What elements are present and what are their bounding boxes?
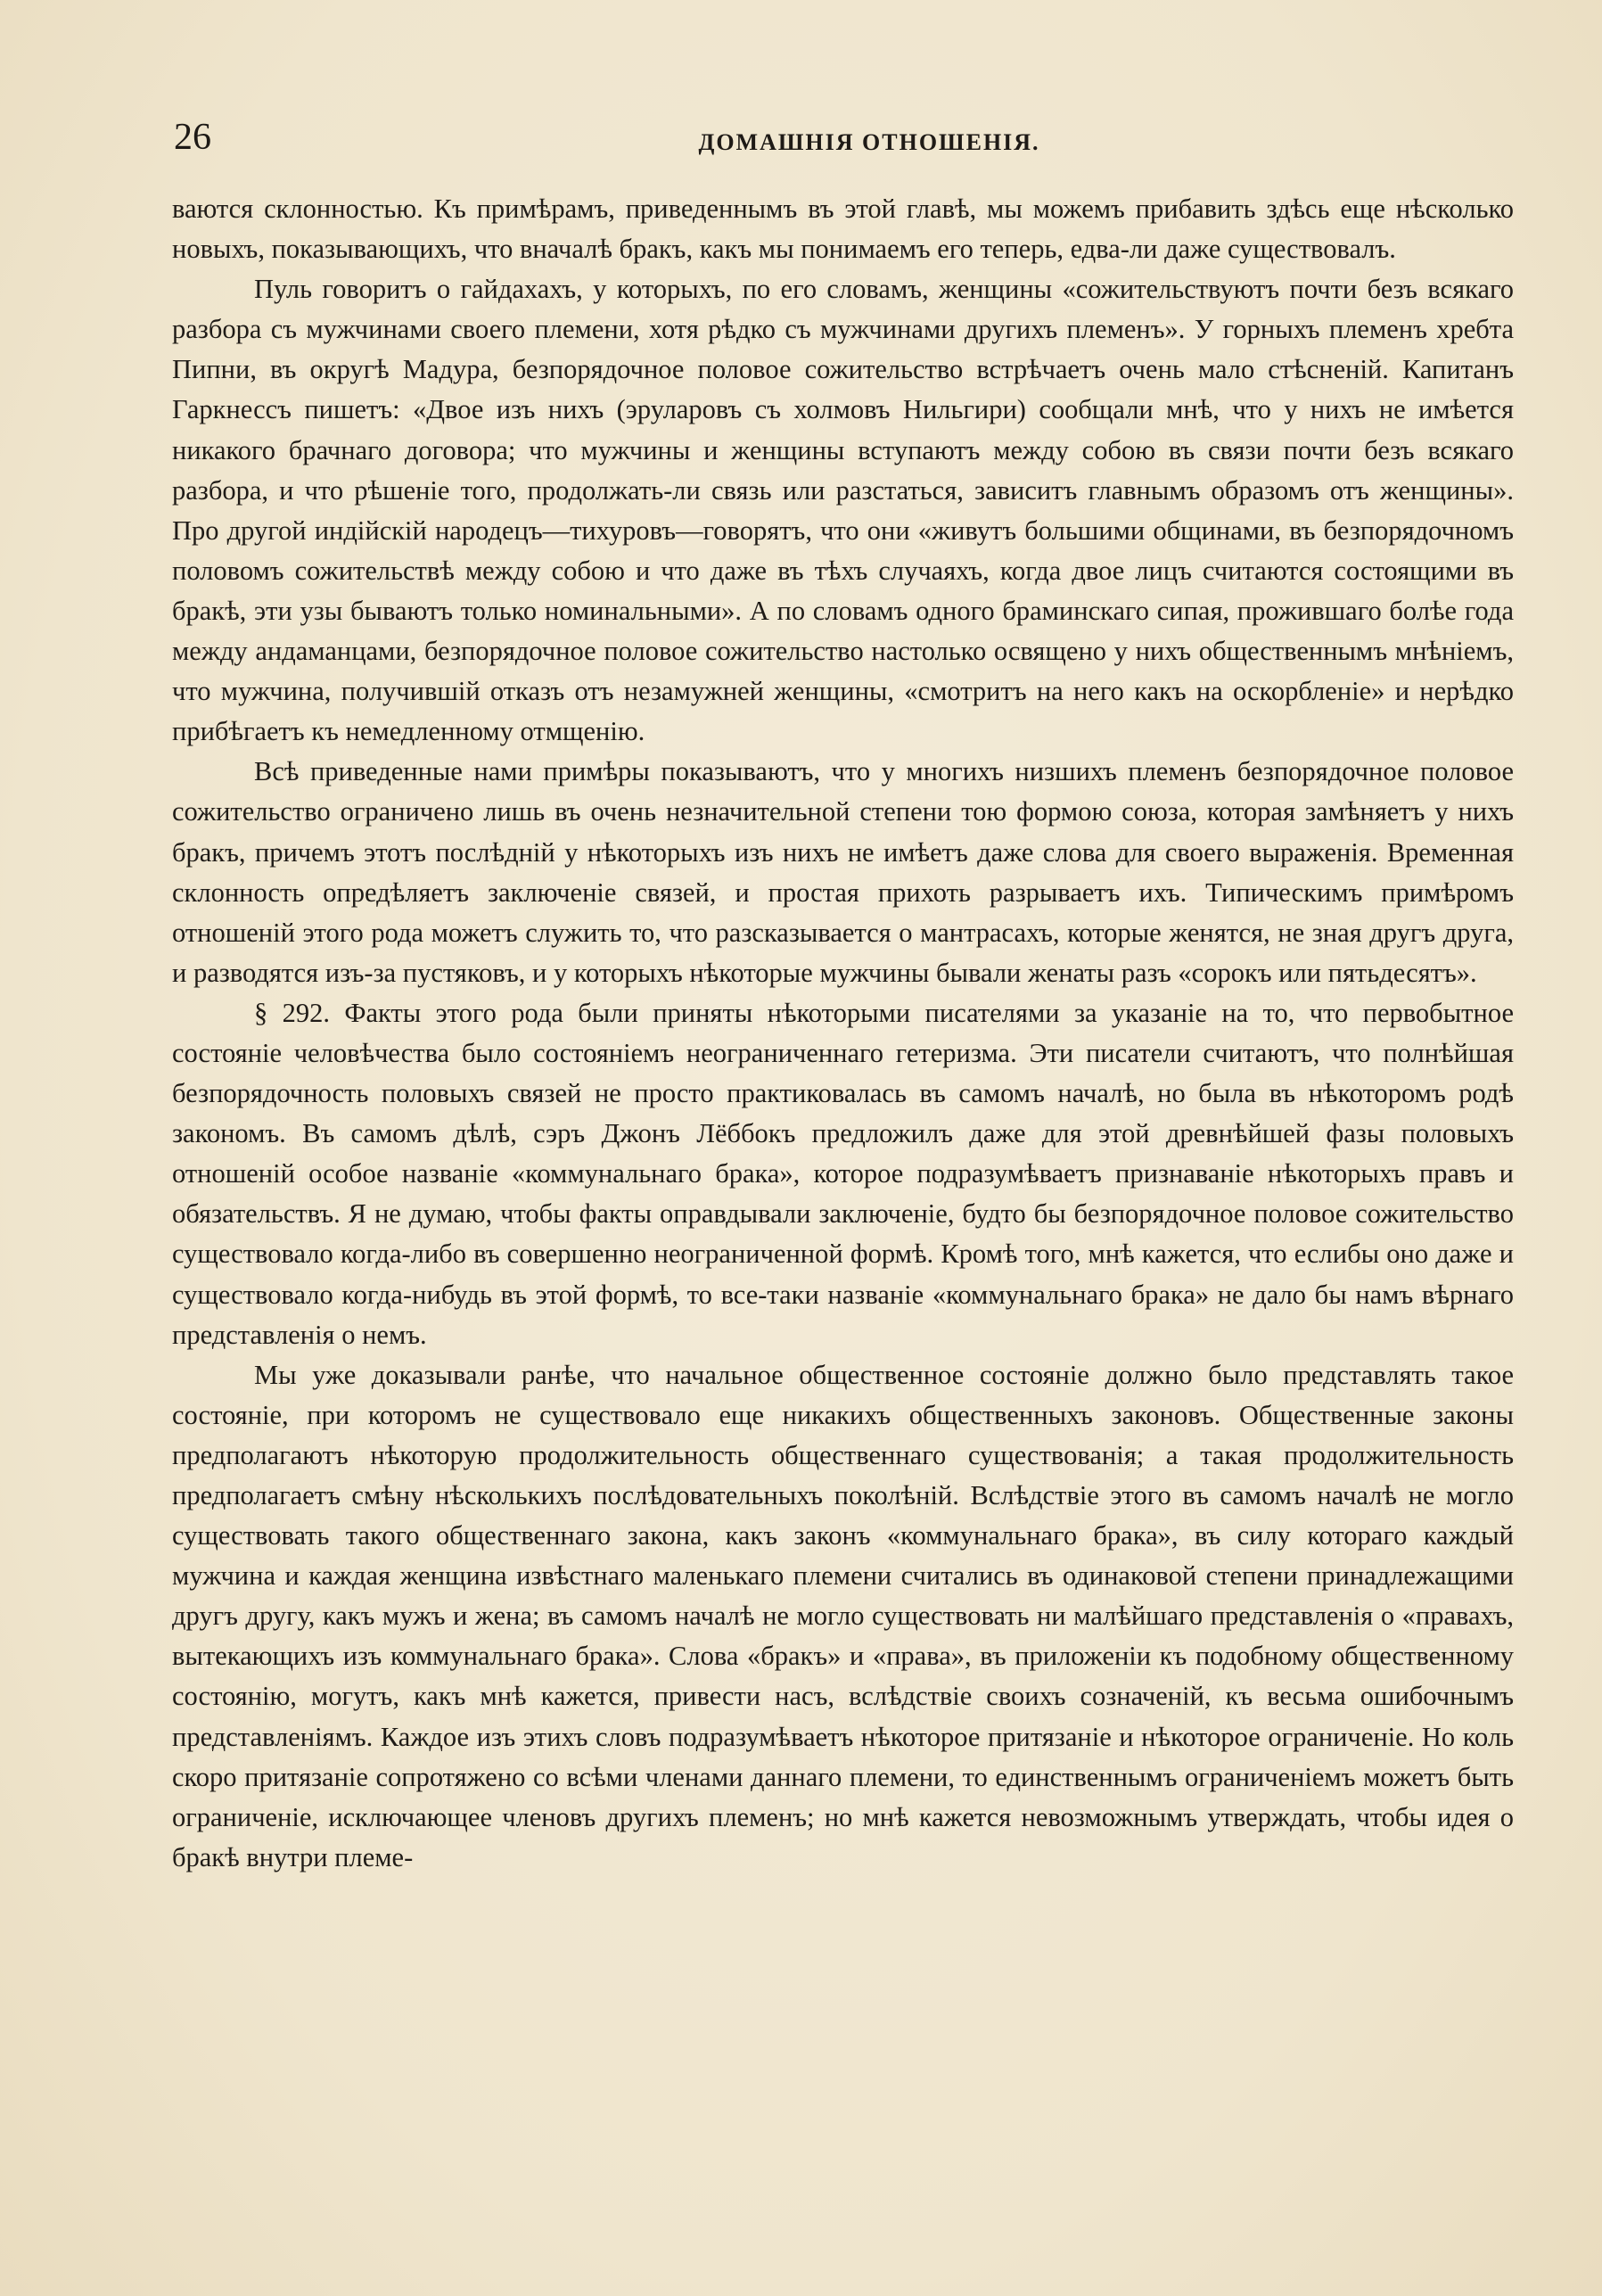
paragraph: Мы уже доказывали ранѣе, что начальное общественное состояніе должно было представлять такое состояніе, при которомъ не существовало еще никакихъ общественныхъ законовъ. Общественные законы предполагаютъ нѣкоторую продолжительность общественнаго существованія; а такая продолжительность предполагаетъ смѣну нѣсколькихъ послѣдовательныхъ поколѣній. Вслѣдствіе этого въ самомъ началѣ не могло существовать такого общественнаго закона, какъ законъ «коммунальнаго брака», въ силу котораго каждый мужчина и каждая женщина извѣстнаго маленькаго племени считались въ одинаковой степени принадлежащими другъ другу, какъ мужъ и жена; въ самомъ началѣ не могло существовать ни малѣйшаго представленія о «правахъ, вытекающихъ изъ коммунальнаго брака». Слова «бракъ» и «права», въ приложеніи къ подобному общественному состоянію, могутъ, какъ мнѣ кажется, привести насъ, вслѣдствіе своихъ созначеній, къ весьма ошибочнымъ представленіямъ. Каждое изъ этихъ словъ подразумѣваетъ нѣкоторое притязаніе и нѣкоторое ограниченіе. Но коль скоро притязаніе сопротяжено со всѣми членами даннаго племени, то единственнымъ ограниченіемъ можетъ быть ограниченіе, исключающее членовъ другихъ племенъ; но мнѣ кажется невозможнымъ утверждать, чтобы идея о бракѣ внутри племе- <box>172 1359 1514 1872</box>
paragraph: Всѣ приведенные нами примѣры показываютъ, что у многихъ низшихъ племенъ безпорядочное половое сожительство ограничено лишь въ очень незначительной степени тою формою союза, которая замѣняетъ у нихъ бракъ, причемъ этотъ послѣдній у нѣкоторыхъ изъ нихъ не имѣетъ даже слова для своего выраженія. Временная склонность опредѣляетъ заключеніе связей, и простая прихоть разрываетъ ихъ. Типическимъ примѣромъ отношеній этого рода можетъ служить то, что разсказывается о мантрасахъ, которые женятся, не зная другъ друга, и разводятся изъ-за пустяковъ, и у которыхъ нѣкоторые мужчины бывали женаты разъ «сорокъ или пятьдесятъ». <box>172 756 1514 988</box>
page-number: 26 <box>174 117 211 158</box>
paragraph: ваются склонностью. Къ примѣрамъ, приведеннымъ въ этой главѣ, мы можемъ прибавить здѣсь еще нѣсколько новыхъ, показывающихъ, что вначалѣ бракъ, какъ мы понимаемъ его теперь, едва-ли даже существовалъ. <box>172 193 1514 265</box>
paragraph: § 292. Факты этого рода были приняты нѣкоторыми писателями за указаніе на то, что первобытное состояніе человѣчества было состояніемъ неограниченнаго гетеризма. Эти писатели считаютъ, что полнѣйшая безпорядочность половыхъ связей не просто практиковалась въ самомъ началѣ, но была въ нѣкоторомъ родѣ закономъ. Въ самомъ дѣлѣ, сэръ Джонъ Лёббокъ предложилъ даже для этой древнѣйшей фазы половыхъ отношеній особое названіе «коммунальнаго брака», которое подразумѣваетъ признаваніе нѣкоторыхъ правъ и обязательствъ. Я не думаю, чтобы факты оправдывали заключеніе, будто бы безпорядочное половое сожительство существовало когда-либо въ совершенно неограниченной формѣ. Кромѣ того, мнѣ кажется, что еслибы оно даже и существовало когда-нибудь въ этой формѣ, то все-таки названіе «коммунальнаго брака» не дало бы намъ вѣрнаго представленія о немъ. <box>172 997 1514 1350</box>
running-title: ДОМАШНІЯ ОТНОШЕНІЯ. <box>698 129 1040 155</box>
body-text <box>172 189 1514 1878</box>
page-header <box>174 114 1511 168</box>
paragraph: Пуль говоритъ о гайдахахъ, у которыхъ, по его словамъ, женщины «сожительствуютъ почти безъ всякаго разбора съ мужчинами своего племени, хотя рѣдко съ мужчинами другихъ племенъ». У горныхъ племенъ хребта Пипни, въ округѣ Мадура, безпорядочное половое сожительство встрѣчаетъ очень мало стѣсненій. Капитанъ Гаркнессъ пишетъ: «Двое изъ нихъ (эруларовъ съ холмовъ Нильгири) сообщали мнѣ, что у нихъ не имѣется никакого брачнаго договора; что мужчины и женщины вступаютъ между собою въ связи почти безъ всякаго разбора, и что рѣшеніе того, продолжать-ли связь или разстаться, зависитъ главнымъ образомъ отъ женщины». Про другой индійскій народецъ—тихуровъ—говорятъ, что они «живутъ большими общинами, въ безпорядочномъ половомъ сожительствѣ между собою и что даже въ тѣхъ случаяхъ, когда двое лицъ считаются состоящими въ бракѣ, эти узы бываютъ только номинальными». А по словамъ одного браминскаго сипая, прожившаго болѣе года между андаманцами, безпорядочное половое сожительство настолько освящено у нихъ общественнымъ мнѣніемъ, что мужчина, получившій отказъ отъ незамужней женщины, «смотритъ на него какъ на оскорбленіе» и нерѣдко прибѣгаетъ къ немедленному отмщенію. <box>172 274 1514 747</box>
